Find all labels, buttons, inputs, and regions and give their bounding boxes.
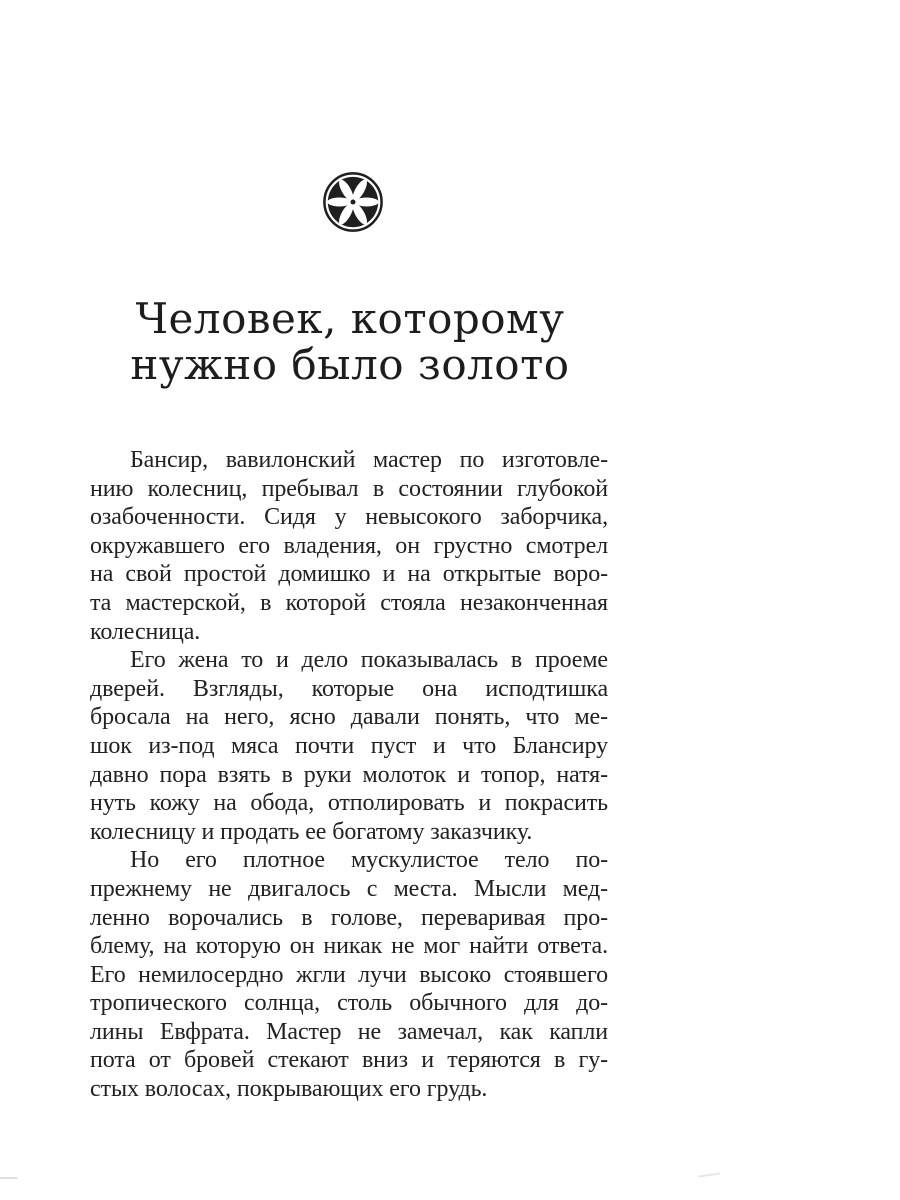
- text-line: блему, на которую он никак не мог найти ответа.: [90, 933, 608, 960]
- text-line: тропического солнца, столь обычного для до-: [90, 990, 608, 1017]
- paragraph: [90, 846, 608, 1103]
- text-line: нию колесниц, пребывал в состоянии глубокой: [90, 475, 608, 502]
- body-text-block: [90, 446, 608, 1104]
- chapter-title-line-2: нужно было золото: [130, 340, 570, 389]
- text-line: шок из-под мяса почти пуст и что Блансиру: [90, 732, 608, 759]
- text-line: давно пора взять в руки молоток и топор, натя-: [90, 761, 608, 788]
- text-line: лины Евфрата. Мастер не замечал, как капли: [90, 1018, 608, 1045]
- text-line: та мастерской, в которой стояла незаконченная: [90, 589, 608, 616]
- text-line: ленно ворочались в голове, переваривая про-: [90, 904, 608, 931]
- text-line: Но его плотное мускулистое тело по-: [130, 847, 608, 874]
- text-line: Бансир, вавилонский мастер по изготовле-: [130, 447, 608, 473]
- rosette-ornament-icon: [322, 171, 384, 233]
- text-line: окружавшего его владения, он грустно смотрел: [90, 532, 608, 559]
- page-edge-artifact-bottom-left: [0, 1177, 17, 1179]
- text-line: дверей. Взгляды, которые она исподтишка: [90, 675, 608, 702]
- text-line: прежнему не двигалось с места. Мысли мед-: [90, 875, 608, 902]
- chapter-title: [85, 296, 615, 388]
- text-line: Его жена то и дело показывалась в проеме: [130, 647, 608, 674]
- text-line: бросала на него, ясно давали понять, что ме-: [90, 704, 608, 731]
- text-line: на свой простой домишко и на открытые воро-: [90, 561, 608, 588]
- text-line: нуть кожу на обода, отполировать и покрасить: [90, 790, 608, 817]
- paragraph: [90, 646, 608, 846]
- chapter-title-line-1: Человек, которому: [135, 294, 565, 343]
- text-line: пота от бровей стекают вниз и теряются в гу-: [90, 1047, 608, 1074]
- text-line: колесница.: [90, 618, 201, 645]
- text-line: колесницу и продать ее богатому заказчику.: [90, 818, 533, 845]
- text-line: озабоченности. Сидя у невысокого заборчика,: [90, 504, 608, 531]
- page-edge-artifact-bottom-center: [698, 1172, 720, 1177]
- rosette-ornament-svg: [322, 171, 384, 233]
- text-line: стых волосах, покрывающих его грудь.: [90, 1076, 488, 1103]
- text-line: Его немилосердно жгли лучи высоко стоявшего: [90, 961, 608, 988]
- paragraph: [90, 446, 608, 646]
